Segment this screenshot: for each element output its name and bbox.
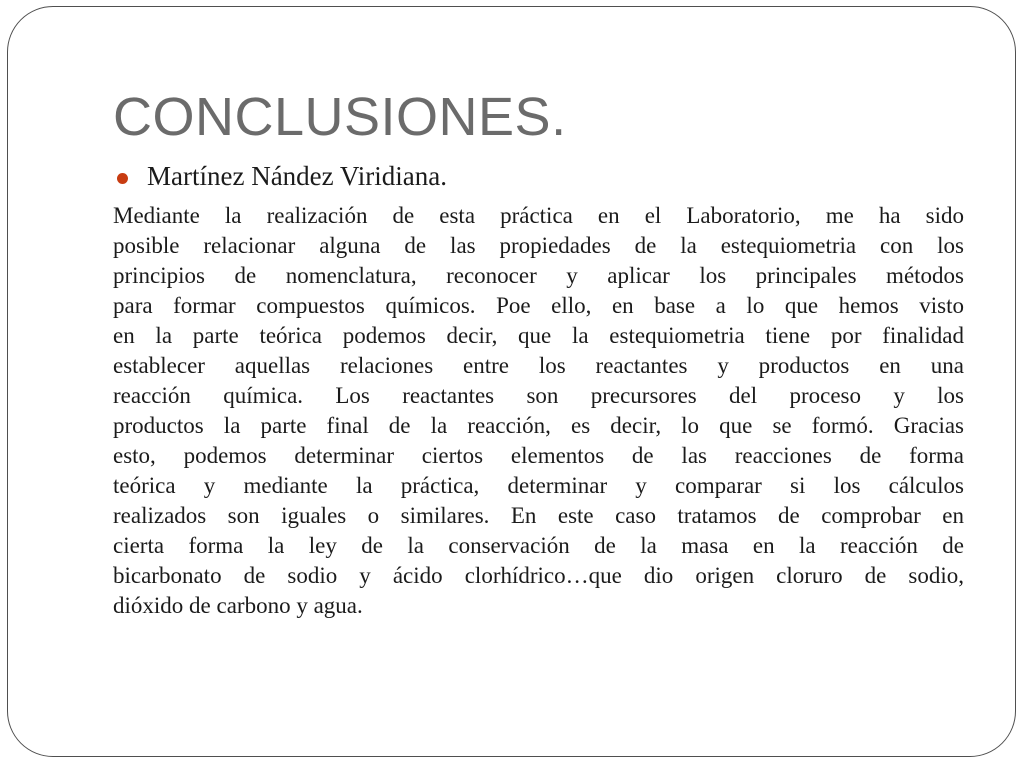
paragraph-line: esto, podemos determinar ciertos elementos de las reacciones de forma [113,443,964,468]
paragraph-line: establecer aquellas relaciones entre los reactantes y productos en una [113,353,964,378]
paragraph-line: para formar compuestos químicos. Poe ello, en base a lo que hemos visto [113,293,964,318]
bullet-circle-icon [117,173,128,184]
page-title: CONCLUSIONES. [113,87,567,147]
paragraph-line: posible relacionar alguna de las propiedades de la estequiometria con los [113,233,964,258]
bullet-item [117,160,447,192]
paragraph-line: cierta forma la ley de la conservación de la masa en la reacción de [113,533,964,558]
paragraph-line: reacción química. Los reactantes son precursores del proceso y los [113,383,964,408]
author-name: Martínez Nández Viridiana. [147,161,448,191]
paragraph-line: Mediante la realización de esta práctica en el Laboratorio, me ha sido [113,203,964,228]
paragraph-line: principios de nomenclatura, reconocer y aplicar los principales métodos [113,263,964,288]
paragraph-line: realizados son iguales o similares. En este caso tratamos de comprobar en [113,503,964,528]
paragraph-line: dióxido de carbono y agua. [113,593,363,618]
slide-frame [7,6,1016,757]
paragraph-line: bicarbonato de sodio y ácido clorhídrico…que dio origen cloruro de sodio, [113,563,964,588]
paragraph-line: productos la parte final de la reacción, es decir, lo que se formó. Gracias [113,413,964,438]
body-paragraph [113,201,964,621]
paragraph-line: teórica y mediante la práctica, determinar y comparar si los cálculos [113,473,964,498]
paragraph-line: en la parte teórica podemos decir, que la estequiometria tiene por finalidad [113,323,964,348]
